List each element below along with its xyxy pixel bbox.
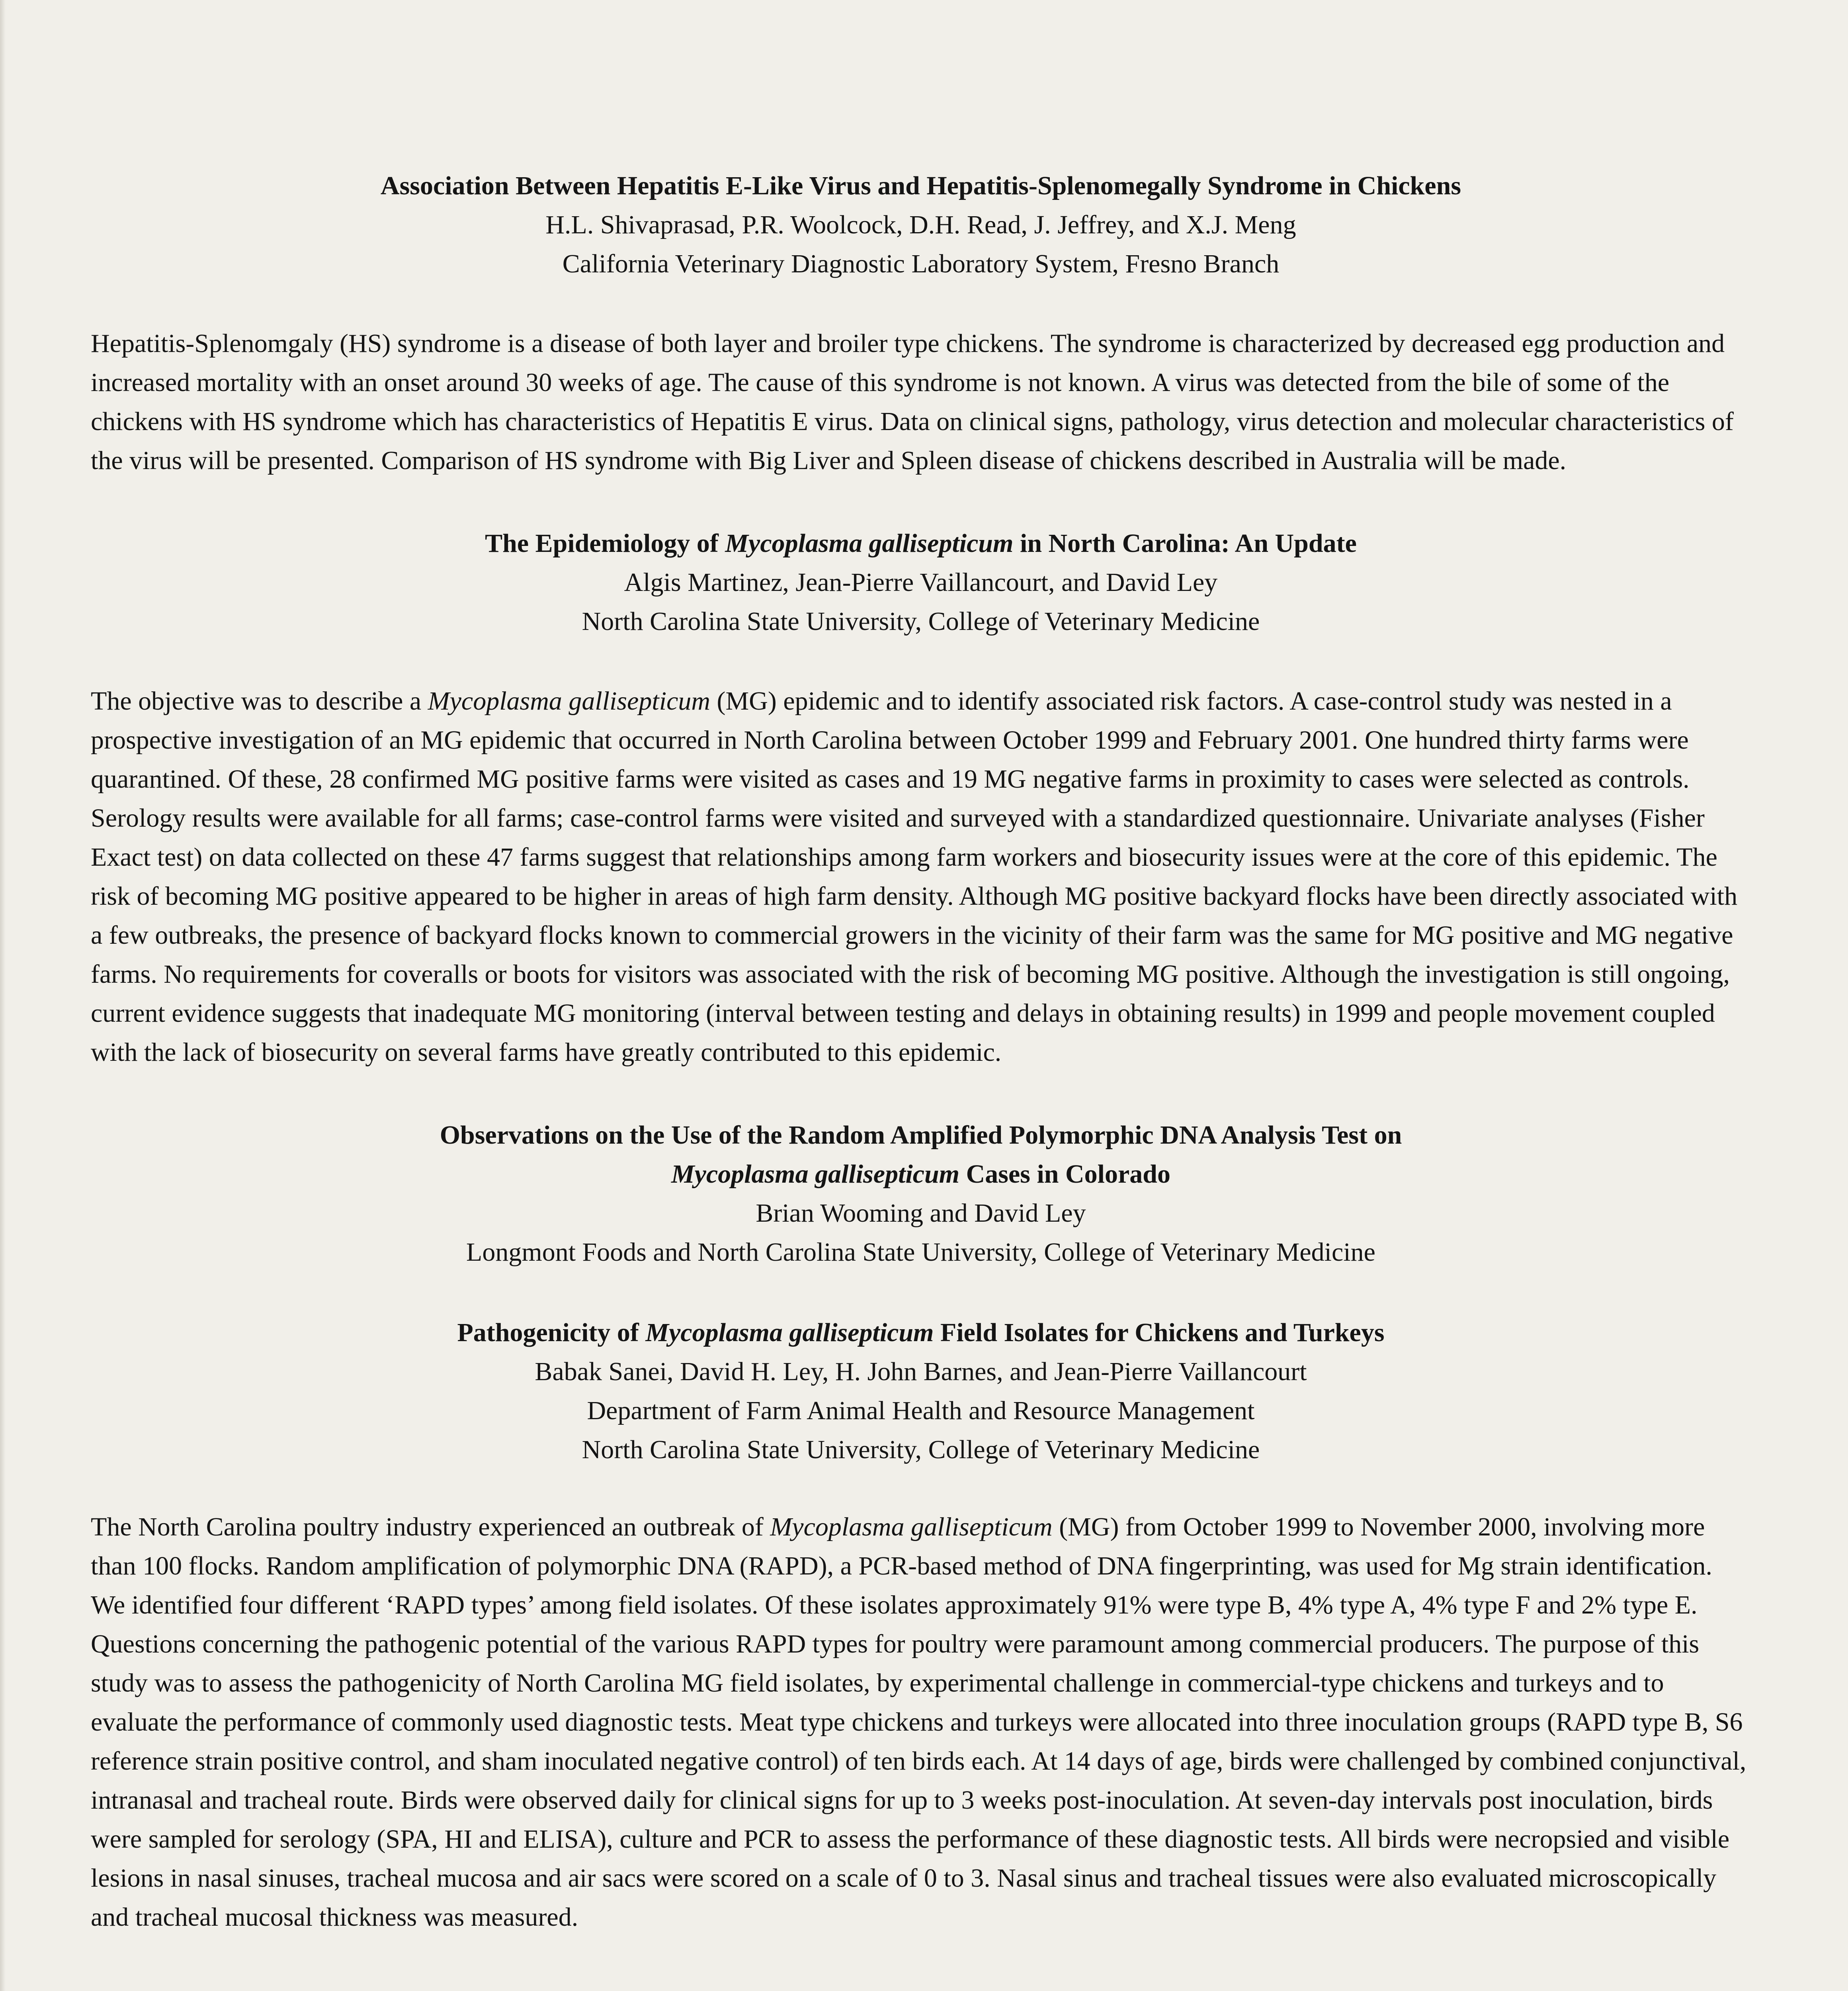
abstract-affiliation: North Carolina State University, College of Veterinary Medicine bbox=[582, 607, 1260, 636]
title-species: Mycoplasma gallisepticum bbox=[671, 1160, 960, 1189]
body-text: (MG) epidemic and to identify associated risk factors. A case-control study was nested in a prospective investigation of an MG epidemic that occurred in North Carolina between October 1999 and February 2001. One hundred thirty farms were quarantined. Of these, 28 confirmed MG positive farms were visited as cases and 19 MG negative farms in proximity to cases were selected as controls. Serology results were available for all farms; case-control farms were visited and surveyed with a standardized questionnaire. Univariate analyses (Fisher Exact test) on data collected on these 47 farms suggest that relationships among farm workers and biosecurity issues were at the core of this epidemic. The risk of becoming MG positive appeared to be higher in areas of high farm density. Although MG positive backyard flocks have been directly associated with a few outbreaks, the presence of backyard flocks known to commercial growers in the vicinity of their farm was the same for MG positive and MG negative farms. No requirements for coveralls or boots for visitors was associated with the risk of becoming MG positive. Although the investigation is still ongoing, current evidence suggests that inadequate MG monitoring (interval between testing and delays in obtaining results) in 1999 and people movement coupled with the lack of biosecurity on several farms have greatly contributed to this epidemic. bbox=[91, 686, 1738, 1067]
abstract-body bbox=[91, 682, 1751, 1072]
body-species: Mycoplasma gallisepticum bbox=[770, 1512, 1053, 1541]
abstract-authors: H.L. Shivaprasad, P.R. Woolcock, D.H. Read, J. Jeffrey, and X.J. Meng bbox=[545, 210, 1296, 239]
abstract-mg-pathogenicity bbox=[91, 1313, 1751, 1937]
abstract-mg-epidemiology bbox=[91, 524, 1751, 1072]
abstract-authors: Babak Sanei, David H. Ley, H. John Barnes, and Jean-Pierre Vaillancourt bbox=[535, 1357, 1307, 1386]
binder-edge bbox=[0, 0, 6, 1991]
abstract-affiliation-line1: Department of Farm Animal Health and Resource Management bbox=[587, 1396, 1255, 1425]
title-text: Pathogenicity of bbox=[457, 1318, 646, 1347]
title-species: Mycoplasma gallisepticum bbox=[725, 529, 1014, 558]
abstract-title-line1: Observations on the Use of the Random Amplified Polymorphic DNA Analysis Test on bbox=[440, 1121, 1402, 1150]
abstract-affiliation: Longmont Foods and North Carolina State University, College of Veterinary Medicine bbox=[466, 1238, 1375, 1267]
title-species: Mycoplasma gallisepticum bbox=[645, 1318, 934, 1347]
title-text: Field Isolates for Chickens and Turkeys bbox=[934, 1318, 1385, 1347]
abstract-title: Association Between Hepatitis E-Like Virus and Hepatitis-Splenomegally Syndrome in Chickens bbox=[380, 171, 1461, 200]
title-text: in North Carolina: An Update bbox=[1013, 529, 1357, 558]
abstract-body bbox=[91, 1508, 1751, 1937]
abstract-affiliation-line2: North Carolina State University, College of Veterinary Medicine bbox=[582, 1435, 1260, 1464]
abstract-hepatitis-e bbox=[91, 166, 1751, 480]
body-text: The objective was to describe a bbox=[91, 686, 428, 716]
abstract-authors: Brian Wooming and David Ley bbox=[756, 1199, 1086, 1228]
body-text: (MG) from October 1999 to November 2000, involving more than 100 flocks. Random amplification of polymorphic DNA (RAPD), a PCR-based method of DNA fingerprinting, was used for Mg strain identification. We identified four different ‘RAPD types’ among field isolates. Of these isolates approximately 91% were type B, 4% type A, 4% type F and 2% type E. Questions concerning the pathogenic potential of the various RAPD types for poultry were paramount among commercial producers. The purpose of this study was to assess the pathogenicity of North Carolina MG field isolates, by experimental challenge in commercial-type chickens and turkeys and to evaluate the performance of commonly used diagnostic tests. Meat type chickens and turkeys were allocated into three inoculation groups (RAPD type B, S6 reference strain positive control, and sham inoculated negative control) of ten birds each. At 14 days of age, birds were challenged by combined conjunctival, intranasal and tracheal route. Birds were observed daily for clinical signs for up to 3 weeks post-inoculation. At seven-day intervals post inoculation, birds were sampled for serology (SPA, HI and ELISA), culture and PCR to assess the performance of these diagnostic tests. All birds were necropsied and visible lesions in nasal sinuses, tracheal mucosa and air sacs were scored on a scale of 0 to 3. Nasal sinus and tracheal tissues were also evaluated microscopically and tracheal mucosal thickness was measured. bbox=[91, 1512, 1746, 1932]
page-content bbox=[91, 166, 1751, 1937]
body-species: Mycoplasma gallisepticum bbox=[428, 686, 711, 716]
abstract-title-line2 bbox=[91, 1155, 1751, 1194]
abstract-authors: Algis Martinez, Jean-Pierre Vaillancourt, and David Ley bbox=[624, 568, 1218, 597]
abstract-body: Hepatitis-Splenomgaly (HS) syndrome is a disease of both layer and broiler type chickens. The syndrome is characterized by decreased egg production and increased mortality with an onset around 30 weeks of age. The cause of this syndrome is not known. A virus was detected from the bile of some of the chickens with HS syndrome which has characteristics of Hepatitis E virus. Data on clinical signs, pathology, virus detection and molecular characteristics of the virus will be presented. Comparison of HS syndrome with Big Liver and Spleen disease of chickens described in Australia will be made. bbox=[91, 329, 1734, 475]
title-text: The Epidemiology of bbox=[485, 529, 725, 558]
abstract-affiliation: California Veterinary Diagnostic Laboratory System, Fresno Branch bbox=[562, 249, 1280, 278]
body-text: The North Carolina poultry industry experienced an outbreak of bbox=[91, 1512, 770, 1541]
abstract-rapd-colorado bbox=[91, 1116, 1751, 1272]
abstract-title bbox=[91, 524, 1751, 563]
title-text: Cases in Colorado bbox=[959, 1160, 1170, 1189]
abstract-title bbox=[91, 1313, 1751, 1352]
